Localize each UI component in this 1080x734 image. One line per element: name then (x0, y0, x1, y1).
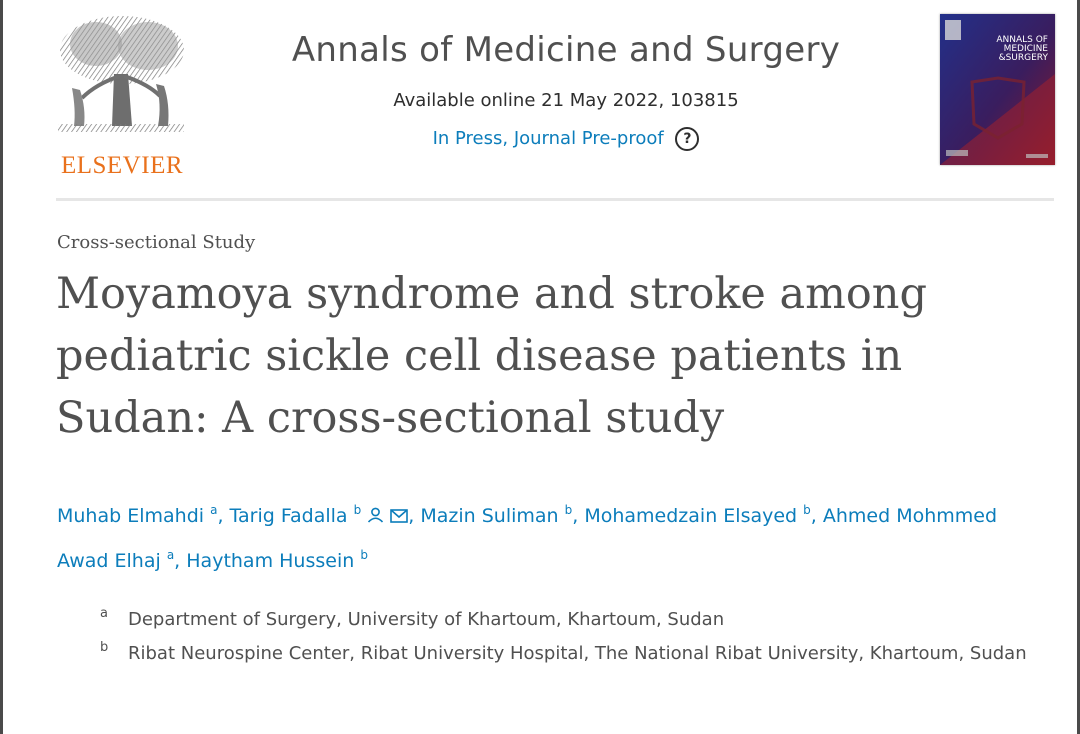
availability-date: Available online 21 May 2022, 103815 (393, 90, 739, 111)
affiliation-text: Department of Surgery, University of Khartoum, Khartoum, Sudan (128, 609, 725, 630)
svg-text:MEDICINE: MEDICINE (1003, 44, 1048, 54)
journal-title-link[interactable]: Annals of Medicine and Surgery (291, 30, 841, 70)
author-link[interactable] (57, 505, 217, 527)
author-link[interactable] (584, 505, 810, 527)
author-separator: , (174, 550, 187, 572)
window-border-left (0, 0, 3, 734)
press-status-label: In Press, Journal Pre-proof (432, 128, 664, 149)
author-affiliation-marker[interactable]: a (166, 548, 175, 562)
elsevier-logo[interactable] (52, 14, 192, 179)
affiliation-item (100, 637, 1050, 671)
author-affiliation-marker[interactable]: b (360, 548, 368, 562)
author-affiliation-marker[interactable]: b (564, 503, 573, 517)
author-link[interactable] (420, 505, 572, 527)
author-affiliation-marker[interactable]: a (210, 503, 218, 517)
person-icon[interactable] (367, 498, 384, 536)
author-name: Mazin Suliman (420, 505, 559, 527)
author-affiliation-marker[interactable]: b (803, 503, 811, 517)
mail-icon[interactable] (390, 498, 408, 536)
author-name: Muhab Elmahdi (57, 505, 205, 527)
author-name: Mohamedzain Elsayed (584, 505, 798, 527)
author-name: Ahmed Mohmmed Awad Elhaj (57, 505, 998, 572)
author-name: Haytham Hussein (186, 550, 355, 572)
article-title: Moyamoya syndrome and stroke among pediatric sickle cell disease patients in Sudan: A cross-sectional study (56, 269, 928, 443)
author-link[interactable] (186, 550, 368, 572)
affiliation-label: a (100, 606, 108, 621)
author-separator: , (217, 505, 230, 527)
press-status-link[interactable] (240, 127, 892, 151)
svg-text:&SURGERY: &SURGERY (998, 53, 1048, 63)
journal-cover-image[interactable] (940, 14, 1055, 165)
author-separator: , (810, 505, 823, 527)
header-divider (56, 198, 1054, 201)
tree-engraving-icon (56, 14, 186, 136)
elsevier-wordmark: ELSEVIER (60, 152, 184, 179)
author-list (57, 491, 1047, 580)
affiliation-item (100, 603, 1050, 637)
help-icon[interactable]: ? (675, 127, 699, 151)
author-separator: , (572, 505, 585, 527)
affiliation-text: Ribat Neurospine Center, Ribat University Hospital, The National Ribat University, Khartoum, Sudan (128, 643, 1027, 664)
author-name: Tarig Fadalla (229, 505, 348, 527)
author-affiliation-marker[interactable]: b (353, 503, 362, 517)
affiliation-label: b (100, 640, 109, 655)
article-type: Cross-sectional Study (57, 232, 256, 253)
author-separator: , (408, 505, 421, 527)
affiliation-list (100, 603, 1050, 671)
author-link[interactable] (230, 505, 409, 527)
svg-text:ANNALS OF: ANNALS OF (996, 35, 1048, 45)
